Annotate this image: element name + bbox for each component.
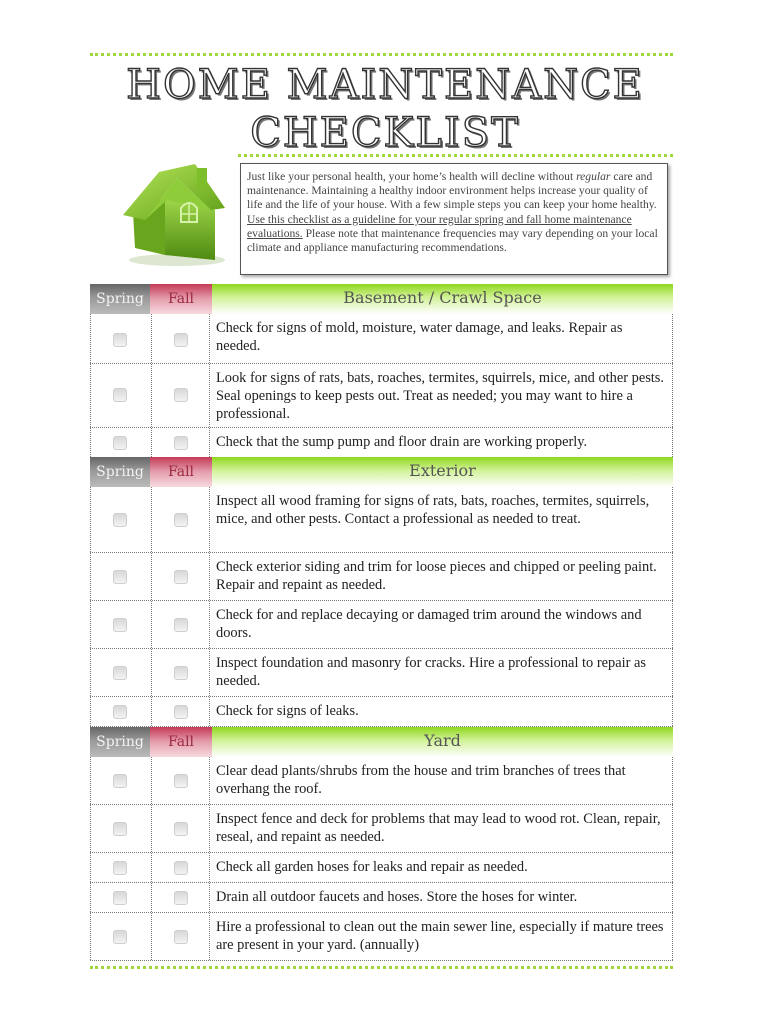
checkbox-cells [90,487,210,552]
task-text: Look for signs of rats, bats, roaches, termites, squirrels, mice, and other pests. Seal openings to keep pests out. Treat as needed; you may want to hire a professional. [216,370,664,422]
title-underline [238,154,673,157]
spring-checkbox[interactable] [113,861,127,875]
spring-checkbox[interactable] [113,618,127,632]
page-title-line2: CHECKLIST [250,110,520,156]
checkbox-cells [90,697,210,726]
checkbox-cells [90,364,210,427]
intro-text-italic: regular [576,170,611,183]
spring-checkbox[interactable] [113,436,127,450]
checklist-row [90,913,673,961]
checkbox-cells [90,428,210,457]
checklist-row [90,314,673,364]
fall-checkbox[interactable] [174,705,188,719]
spring-checkbox[interactable] [113,333,127,347]
task-text: Check that the sump pump and floor drain are working properly. [216,434,588,450]
checkbox-cells [90,553,210,600]
task-text: Inspect fence and deck for problems that may lead to wood rot. Clean, repair, reseal, and repaint as needed. [216,811,661,845]
spring-checkbox[interactable] [113,891,127,905]
intro-text-1: Just like your personal health, your home’s health will decline without [247,170,577,183]
top-divider [90,53,673,56]
intro-text-underline: Use this checklist as a guideline for your regular spring and fall home maintenance evaluations. [247,212,632,240]
checklist-row [90,883,673,913]
fall-column-label: Fall [150,284,212,314]
task-text: Check for signs of mold, moisture, water damage, and leaks. Repair as needed. [216,320,623,354]
fall-checkbox[interactable] [174,333,188,347]
task-text: Clear dead plants/shrubs from the house and trim branches of trees that overhang the roof. [216,763,626,797]
fall-checkbox[interactable] [174,666,188,680]
intro-box [240,163,668,275]
section-title: Basement / Crawl Space [212,284,673,314]
task-text: Check for signs of leaks. [216,703,359,719]
page-title-line1: HOME MAINTENANCE [126,62,644,108]
checklist-row [90,364,673,428]
fall-checkbox[interactable] [174,891,188,905]
checkbox-cells [90,913,210,960]
fall-checkbox[interactable] [174,570,188,584]
spring-column-label: Spring [90,284,150,314]
spring-checkbox[interactable] [113,666,127,680]
spring-checkbox[interactable] [113,930,127,944]
spring-checkbox[interactable] [113,570,127,584]
checklist-row [90,853,673,883]
checklist-row [90,697,673,727]
checklist-row [90,428,673,458]
checkbox-cells [90,601,210,648]
checklist-row [90,601,673,649]
green-house-icon [115,160,230,270]
section-header-yard [90,727,673,757]
section-title: Yard [212,727,673,757]
spring-checkbox[interactable] [113,774,127,788]
checkbox-cells [90,757,210,804]
section-header-exterior [90,457,673,487]
task-text: Hire a professional to clean out the main sewer line, especially if mature trees are present in your yard. (annually) [216,919,664,953]
fall-checkbox[interactable] [174,861,188,875]
bottom-divider [90,966,673,969]
section-header-basement [90,284,673,314]
fall-column-label: Fall [150,457,212,487]
checklist-row [90,805,673,853]
checklist-row [90,649,673,697]
checkbox-cells [90,883,210,912]
fall-checkbox[interactable] [174,388,188,402]
task-text: Check all garden hoses for leaks and repair as needed. [216,859,528,875]
task-text: Inspect foundation and masonry for cracks. Hire a professional to repair as needed. [216,655,646,689]
spring-column-label: Spring [90,457,150,487]
checklist-row [90,757,673,805]
fall-checkbox[interactable] [174,774,188,788]
checklist-row [90,553,673,601]
spring-checkbox[interactable] [113,513,127,527]
checkbox-cells [90,805,210,852]
fall-checkbox[interactable] [174,436,188,450]
intro-text-3: Please note that maintenance frequencies may vary depending on your local climate and appliance manufacturing recommendations. [247,226,658,255]
spring-checkbox[interactable] [113,705,127,719]
task-text: Check for and replace decaying or damaged trim around the windows and doors. [216,607,642,641]
fall-checkbox[interactable] [174,618,188,632]
checkbox-cells [90,853,210,882]
task-text: Drain all outdoor faucets and hoses. Store the hoses for winter. [216,889,578,905]
fall-checkbox[interactable] [174,513,188,527]
spring-checkbox[interactable] [113,388,127,402]
task-text: Check exterior siding and trim for loose pieces and chipped or peeling paint. Repair and repaint as needed. [216,559,657,593]
task-text: Inspect all wood framing for signs of rats, bats, roaches, termites, squirrels, mice, and other pests. Contact a professional as needed to treat. [216,493,650,527]
spring-column-label: Spring [90,727,150,757]
fall-checkbox[interactable] [174,930,188,944]
checkbox-cells [90,649,210,696]
section-title: Exterior [212,457,673,487]
fall-checkbox[interactable] [174,822,188,836]
checkbox-cells [90,314,210,363]
fall-column-label: Fall [150,727,212,757]
checklist-row [90,487,673,553]
spring-checkbox[interactable] [113,822,127,836]
intro-text-2: care and maintenance. Maintaining a healthy indoor environment helps increase your quality of life and the life of your house. With a few simple steps you can keep your home healthy. [247,170,657,212]
